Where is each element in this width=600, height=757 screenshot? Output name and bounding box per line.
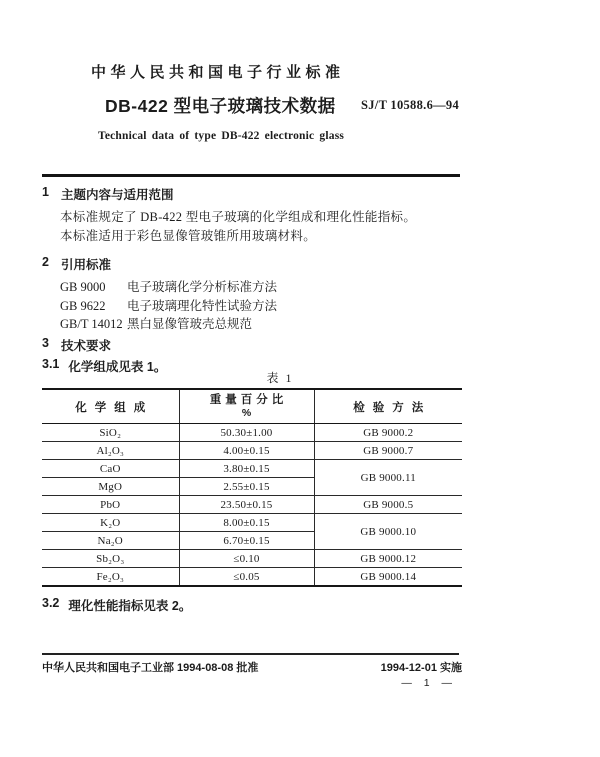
weight-percent-cell: 2.55±0.15 (179, 478, 314, 496)
reference-item (60, 297, 277, 316)
approval-statement: 中华人民共和国电子工业部 1994-08-08 批准 (42, 662, 259, 674)
standard-org-line: 中华人民共和国电子行业标准 (91, 64, 345, 81)
chemical-name-cell: Sb₂O₃ (42, 550, 179, 568)
section-2-number: 2 (42, 255, 49, 269)
header-divider-rule (42, 174, 460, 177)
reference-code: GB 9000 (60, 280, 106, 294)
clause-3-1-text: 化学组成见表 1。 (68, 360, 167, 374)
weight-percent-cell: 4.00±0.15 (179, 442, 314, 460)
section-1-paragraph-2: 本标准适用于彩色显像管玻锥所用玻璃材料。 (60, 229, 317, 243)
footer-divider-rule (42, 653, 459, 655)
method-cell: GB 9000.14 (314, 568, 462, 587)
column-header-weight-unit: % (241, 407, 252, 419)
table-1-caption: 表 1 (266, 371, 294, 385)
chemical-name-cell: PbO (42, 496, 179, 514)
page-number: — 1 — (401, 677, 454, 689)
table-row (42, 514, 462, 532)
section-2-title: 引用标准 (60, 258, 111, 272)
reference-item (60, 278, 277, 297)
clause-3-2-number: 3.2 (42, 596, 60, 610)
chemical-name-cell: SiO₂ (42, 424, 179, 442)
clause-3-2 (42, 596, 191, 614)
table-1-container (42, 388, 462, 587)
table-row (42, 568, 462, 587)
reference-code: GB/T 14012 (60, 317, 123, 331)
document-title-cn: DB-422 型电子玻璃技术数据 (105, 96, 336, 116)
weight-percent-cell: ≤0.05 (179, 568, 314, 587)
reference-name: 电子玻璃化学分析标准方法 (127, 280, 278, 294)
column-header-method: 检验方法 (314, 389, 462, 424)
clause-3-2-text: 理化性能指标见表 2。 (68, 599, 192, 613)
reference-name: 黑白显像管玻壳总规范 (127, 317, 253, 331)
table-row (42, 424, 462, 442)
table-row (42, 460, 462, 478)
section-1-title: 主题内容与适用范围 (60, 188, 174, 202)
method-cell-merged: GB 9000.11 (314, 460, 462, 496)
section-1-paragraph-1: 本标准规定了 DB-422 型电子玻璃的化学组成和理化性能指标。 (60, 210, 417, 224)
section-3-title: 技术要求 (60, 339, 111, 353)
chemical-name-cell: MgO (42, 478, 179, 496)
reference-name: 电子玻璃理化特性试验方法 (127, 298, 278, 313)
table-row (42, 550, 462, 568)
method-cell-merged: GB 9000.10 (314, 514, 462, 550)
chemical-name-cell: Na₂O (42, 532, 179, 550)
chemical-name-cell: Fe₂O₃ (42, 568, 179, 587)
section-3-number: 3 (42, 336, 49, 350)
method-cell: GB 9000.5 (314, 496, 462, 514)
section-1-number: 1 (42, 185, 49, 199)
weight-percent-cell: ≤0.10 (179, 550, 314, 568)
table-row (42, 442, 462, 460)
column-header-weight-line1: 重量百分比 (209, 394, 288, 406)
column-header-composition: 化学组成 (42, 389, 179, 424)
weight-percent-cell: 23.50±0.15 (179, 496, 314, 514)
table-row (42, 496, 462, 514)
weight-percent-cell: 6.70±0.15 (179, 532, 314, 550)
section-1-heading (42, 185, 173, 203)
chemical-name-cell: Al₂O₃ (42, 442, 179, 460)
method-cell: GB 9000.2 (314, 424, 462, 442)
reference-item (60, 315, 277, 334)
section-3-heading (42, 336, 111, 354)
column-header-weight-percent (179, 389, 314, 424)
method-cell: GB 9000.7 (314, 442, 462, 460)
weight-percent-cell: 3.80±0.15 (179, 460, 314, 478)
weight-percent-cell: 50.30±1.00 (179, 424, 314, 442)
standard-code: SJ/T 10588.6—94 (361, 98, 460, 112)
referenced-standards-list (60, 278, 277, 334)
implementation-date: 1994-12-01 实施 (380, 662, 462, 674)
chemical-name-cell: CaO (42, 460, 179, 478)
method-cell: GB 9000.12 (314, 550, 462, 568)
table-header-row (42, 389, 462, 424)
section-2-heading (42, 255, 111, 273)
footer-row (42, 659, 462, 675)
chemical-name-cell: K₂O (42, 514, 179, 532)
weight-percent-cell: 8.00±0.15 (179, 514, 314, 532)
reference-code: GB 9622 (60, 298, 106, 313)
clause-3-1-number: 3.1 (42, 357, 60, 371)
document-title-en: Technical data of type DB-422 electronic glass (98, 130, 345, 142)
chemical-composition-table (42, 388, 462, 587)
